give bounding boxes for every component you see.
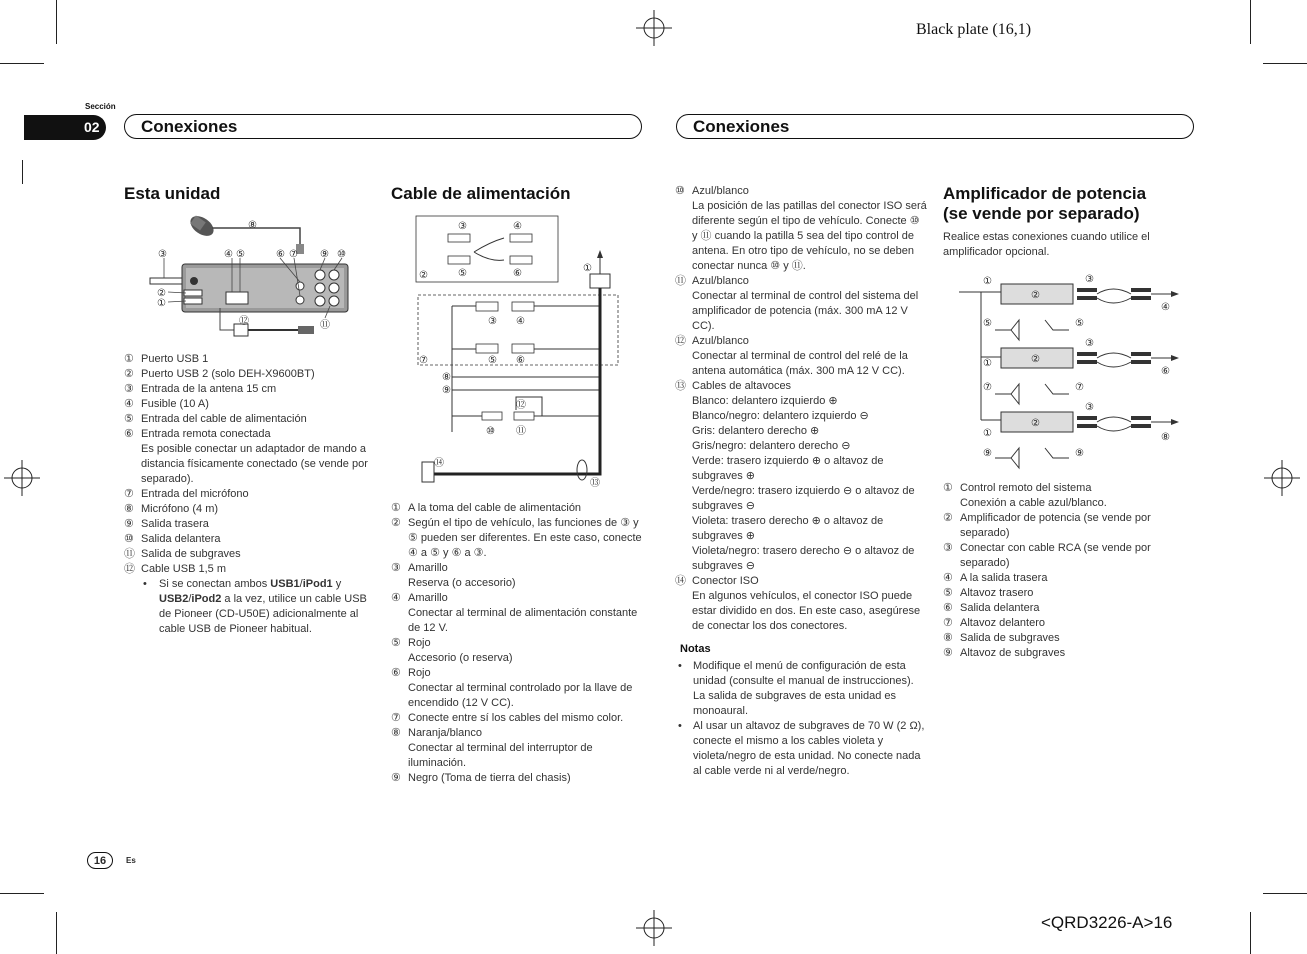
diagram-label: ⑤ xyxy=(983,318,992,329)
diagram-label: ③ xyxy=(158,249,167,260)
diagram-label: ① xyxy=(583,263,592,274)
list-item: ⑧ Naranja/blanco Conectar al terminal del interruptor de iluminación. xyxy=(391,727,593,769)
diagram-label: ③ xyxy=(488,316,497,327)
diagram-label: ⑦ xyxy=(983,382,992,393)
diagram-label: ⑩ xyxy=(337,249,346,260)
list-item: ⑤ Entrada del cable de alimentación xyxy=(124,413,307,425)
esta-unidad-list xyxy=(124,352,379,637)
notas-list xyxy=(675,659,928,779)
diagram-label: ⑦ xyxy=(289,249,298,260)
crop-mark xyxy=(56,0,57,44)
diagram-label: ③ xyxy=(1085,338,1094,349)
list-item: ⑥ Entrada remota conectada Es posible conectar un adaptador de mando a distancia físicamente conectado (se vende por separado). xyxy=(124,428,368,485)
diagram-label: ⑨ xyxy=(983,448,992,459)
cable-list-continued xyxy=(675,184,928,634)
list-item: ① A la toma del cable de alimentación xyxy=(391,502,582,514)
diagram-label: ⑭ xyxy=(434,458,444,469)
list-item: ⑦ Entrada del micrófono xyxy=(124,488,249,500)
amplifier-diagram xyxy=(955,270,1185,470)
diagram-label: ④ xyxy=(1161,302,1170,313)
list-item: ⑦ Conecte entre sí los cables del mismo color. xyxy=(391,712,624,724)
diagram-label: ② xyxy=(1031,418,1040,429)
diagram-label: ⑨ xyxy=(320,249,329,260)
diagram-label: ⑤ xyxy=(458,268,467,279)
usb-note-bullet: • Si se conectan ambos USB1/iPod1 y USB2/iPod2 a la vez, utilice un cable USB de Pioneer (CD-U50E) adicionalmente al cable USB de Pioneer habitual. xyxy=(141,577,379,637)
cable-title: Cable de alimentación xyxy=(391,184,571,203)
list-item: ④ Amarillo Conectar al terminal de alimentación constante de 12 V. xyxy=(391,592,638,634)
list-item: ⑩ Azul/blanco La posición de las patillas del conector ISO será diferente según el tipo de vehículo. Conecte ⑩ y ⑪ cuando la patilla 5 sea del tipo control de antena. En otro tipo de vehículo, no se deben conectar nunca ⑩ y ⑪. xyxy=(675,185,927,272)
list-item: ⑤ Rojo Accesorio (o reserva) xyxy=(391,637,513,664)
section-number-tab xyxy=(24,115,106,140)
document-code: <QRD3226-A>16 xyxy=(1041,913,1173,932)
note-item: • Modifique el menú de configuración de esta unidad (consulte el manual de instrucciones). La salida de subgraves de esta unidad es monoaural. xyxy=(678,660,914,717)
registration-mark xyxy=(636,910,672,946)
diagram-label: ④ xyxy=(516,316,525,327)
list-item: ⑫ Cable USB 1,5 m • Si se conectan ambos USB1/iPod1 y USB2/iPod2 a la vez, utilice un cable USB de Pioneer (CD-U50E) adicionalmente al cable USB de Pioneer habitual. xyxy=(124,562,379,637)
unit-rear-diagram xyxy=(140,210,380,345)
crop-mark xyxy=(1263,893,1307,894)
section-label: Sección xyxy=(85,102,116,111)
amplificador-list xyxy=(943,481,1195,661)
list-item: ⑨ Salida trasera xyxy=(124,518,209,530)
crop-mark xyxy=(56,912,57,954)
diagram-label: ⑩ xyxy=(486,426,495,437)
list-item: ⑩ Salida delantera xyxy=(124,533,221,545)
diagram-label: ⑤ xyxy=(236,249,245,260)
note-item: • Al usar un altavoz de subgraves de 70 W (2 Ω), conecte el mismo a los cables violeta y violeta/negro de esta unidad. No conecte nada al cable verde ni al verde/negro. xyxy=(678,720,925,777)
registration-mark xyxy=(1264,460,1300,496)
diagram-label: ① xyxy=(983,428,992,439)
diagram-label: ④ xyxy=(513,221,522,232)
page-number: 16 xyxy=(87,852,113,869)
list-item: ③ Entrada de la antena 15 cm xyxy=(124,383,277,395)
left-section-banner xyxy=(124,114,642,139)
list-item: ⑨ Negro (Toma de tierra del chasis) xyxy=(391,772,571,784)
diagram-label: ⑪ xyxy=(516,426,526,437)
diagram-label: ② xyxy=(1031,290,1040,301)
list-item: ⑥ Salida delantera xyxy=(943,602,1040,614)
diagram-label: ③ xyxy=(1085,402,1094,413)
plate-label: Black plate (16,1) xyxy=(916,21,1032,38)
amplificador-title: Amplificador de potencia (se vende por separado) xyxy=(943,184,1147,223)
list-item: ④ A la salida trasera xyxy=(943,572,1048,584)
list-item: ⑬ Cables de altavoces Blanco: delantero izquierdo ⊕ Blanco/negro: delantero izquierdo ⊖ Gris: delantero derecho ⊕ Gris/negro: delantero derecho ⊖ Verde: trasero izquierdo ⊕ o altavoz de subgraves ⊕ Verde/negro: trasero izquierdo ⊖ o altavoz de subgraves ⊖ Violeta: trasero derecho ⊕ o altavoz de subgraves ⊕ Violeta/negro: trasero derecho ⊖ o altavoz de subgraves ⊖ xyxy=(675,380,915,572)
diagram-label: ③ xyxy=(458,221,467,232)
list-item: ⑪ Salida de subgraves xyxy=(124,548,241,560)
list-item: ⑨ Altavoz de subgraves xyxy=(943,647,1066,659)
diagram-label: ⑤ xyxy=(488,355,497,366)
diagram-label: ⑥ xyxy=(1161,366,1170,377)
power-cable-diagram xyxy=(412,212,622,492)
diagram-label: ④ xyxy=(224,249,233,260)
notas-heading: Notas xyxy=(680,643,711,655)
right-section-banner xyxy=(676,114,1194,139)
list-item: ① Puerto USB 1 xyxy=(124,353,209,365)
diagram-label: ⑥ xyxy=(516,355,525,366)
list-item: ⑫ Azul/blanco Conectar al terminal de control del relé de la antena automática (máx. 300 mA 12 V CC). xyxy=(675,335,908,377)
diagram-label: ⑨ xyxy=(442,385,451,396)
list-item: ⑭ Conector ISO En algunos vehículos, el conector ISO puede estar dividido en dos. En este caso, asegúrese de conectar los dos conectores. xyxy=(675,575,921,632)
diagram-label: ⑨ xyxy=(1075,448,1084,459)
list-item: ⑧ Micrófono (4 m) xyxy=(124,503,219,515)
diagram-label: ② xyxy=(419,270,428,281)
diagram-label: ⑦ xyxy=(419,355,428,366)
registration-mark xyxy=(636,10,672,46)
list-item: ⑤ Altavoz trasero xyxy=(943,587,1034,599)
diagram-label: ② xyxy=(157,288,166,299)
diagram-label: ① xyxy=(983,358,992,369)
list-item: ③ Amarillo Reserva (o accesorio) xyxy=(391,562,516,589)
diagram-label: ⑧ xyxy=(248,220,257,231)
diagram-label: ⑫ xyxy=(239,316,249,327)
list-item: ② Amplificador de potencia (se vende por separado) xyxy=(943,512,1151,539)
left-banner-title: Conexiones xyxy=(141,117,238,136)
diagram-label: ① xyxy=(983,276,992,287)
list-item: ⑧ Salida de subgraves xyxy=(943,632,1060,644)
diagram-label: ③ xyxy=(1085,274,1094,285)
crop-mark xyxy=(1250,0,1251,44)
amplificador-intro: Realice estas conexiones cuando utilice el amplificador opcional. xyxy=(943,231,1150,258)
diagram-label: ⑤ xyxy=(1075,318,1084,329)
list-item: ② Según el tipo de vehículo, las funciones de ③ y ⑤ pueden ser diferentes. En este caso, conecte ④ a ⑤ y ⑥ a ③. xyxy=(391,517,642,559)
diagram-label: ⑧ xyxy=(1161,432,1170,443)
diagram-label: ⑪ xyxy=(320,320,330,331)
crop-mark xyxy=(0,63,44,64)
diagram-label: ① xyxy=(157,298,166,309)
list-item: ③ Conectar con cable RCA (se vende por separado) xyxy=(943,542,1151,569)
diagram-label: ② xyxy=(1031,354,1040,365)
right-banner-title: Conexiones xyxy=(693,117,790,136)
list-item: ② Puerto USB 2 (solo DEH-X9600BT) xyxy=(124,368,315,380)
cable-list xyxy=(391,501,643,786)
crop-mark xyxy=(0,893,44,894)
list-item: ⑦ Altavoz delantero xyxy=(943,617,1045,629)
diagram-label: ⑥ xyxy=(276,249,285,260)
crop-mark xyxy=(1250,912,1251,954)
language-code: Es xyxy=(126,856,136,865)
crop-mark xyxy=(1263,63,1307,64)
crop-mark xyxy=(22,160,23,184)
list-item: ① Control remoto del sistema Conexión a cable azul/blanco. xyxy=(943,482,1107,509)
diagram-label: ⑫ xyxy=(516,400,526,411)
list-item: ④ Fusible (10 A) xyxy=(124,398,209,410)
microphone-icon xyxy=(187,212,304,254)
section-number: 02 xyxy=(84,119,100,135)
list-item: ⑪ Azul/blanco Conectar al terminal de control del sistema del amplificador de potencia (máx. 300 mA 12 V CC). xyxy=(675,275,919,332)
diagram-label: ⑦ xyxy=(1075,382,1084,393)
diagram-label: ⑥ xyxy=(513,268,522,279)
list-item: ⑥ Rojo Conectar al terminal controlado por la llave de encendido (12 V CC). xyxy=(391,667,633,709)
diagram-label: ⑬ xyxy=(590,478,600,489)
esta-unidad-title: Esta unidad xyxy=(124,184,221,203)
diagram-label: ⑧ xyxy=(442,372,451,383)
registration-mark xyxy=(4,460,40,496)
